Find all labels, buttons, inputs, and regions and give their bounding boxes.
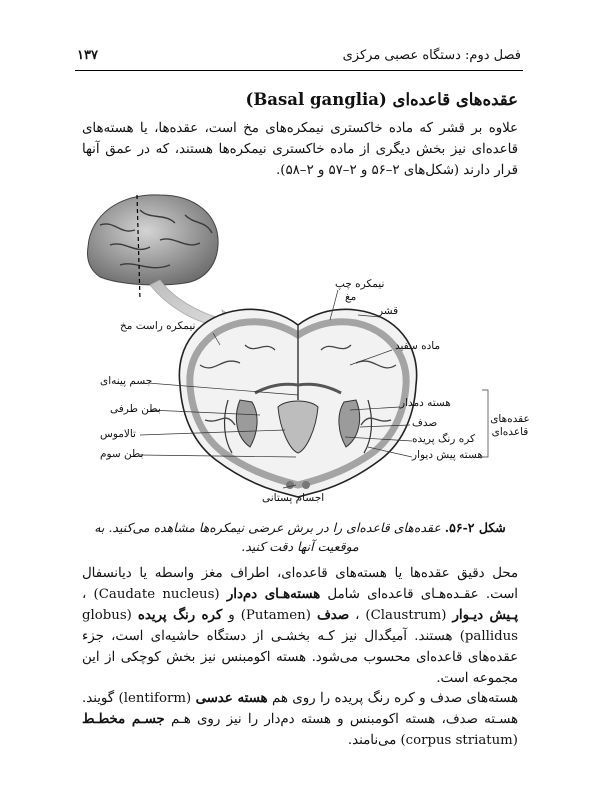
paragraph-lentiform — [82, 688, 518, 751]
label-thalamus: تالاموس — [100, 428, 136, 440]
brain-illustration — [0, 185, 598, 515]
brain-figure — [0, 185, 598, 515]
figure-caption — [82, 518, 518, 556]
label-brain: مغ — [345, 291, 357, 303]
p2-text-5: (globus pallidus) هستند. آمیگدال نیز کـه بخشـی از دستگاه حاشیه‌ای است، جزء عقده‌های قاعده‌ای محسوب می‌شود. هسته اکومبنس نیز بخش کوچکی از این مجموعه است. — [82, 608, 518, 686]
p2-bold-globus: کره رنگ پریده — [137, 608, 223, 623]
p3-bold-lentiform: هسته عدسی — [195, 691, 268, 706]
caption-number: شکل ۲-۵۶. — [444, 520, 506, 535]
label-caudate: هسته دمدار — [400, 397, 451, 409]
label-right-hemisphere: نیمکره راست مخ — [120, 320, 196, 332]
label-cortex: قشر — [378, 305, 399, 317]
label-lateral-ventricle: بطن طرفی — [110, 403, 161, 415]
label-mammillary: اجسام پستانی — [262, 492, 325, 504]
page-header — [75, 40, 523, 71]
p2-bold-caudate: هسته‌هـای دم‌دار — [226, 587, 321, 602]
label-basal-nuclei: عقده‌های قاعده‌ای — [490, 413, 530, 438]
label-white-matter: ماده سفید — [395, 340, 441, 352]
p2-text-3: (Claustrum) ، — [349, 608, 453, 623]
p3-text-2: (lentiform) گویند. هسـته صدف، هسته اکومبنس و هسته دم‌دار را نیز روی هـم — [82, 691, 519, 727]
chapter-title: فصل دوم: دستگاه عصبی مرکزی — [342, 48, 521, 63]
label-corpus-callosum: جسم پینه‌ای — [100, 375, 153, 387]
section-title: عقده‌های قاعده‌ای (Basal ganglia) — [245, 90, 518, 109]
p2-bold-claustrum: پـیش دیـوار — [452, 608, 519, 623]
p2-text-4: (Putamen) و — [222, 608, 317, 623]
p2-text-2: (Caudate nucleus) ، — [82, 587, 227, 602]
coronal-section — [179, 309, 416, 497]
p3-text-3: (corpus striatum) می‌نامند. — [347, 733, 518, 748]
label-left-hemisphere: نیمکره چپ — [335, 278, 385, 290]
p3-text-1: هسته‌های صدف و کره رنگ پریده را روی هم — [267, 691, 518, 706]
page-number: ۱۳۷ — [77, 48, 98, 63]
p2-bold-putamen: صدف — [316, 608, 350, 623]
label-putamen: صدف — [412, 417, 438, 429]
caption-text: عقده‌های قاعده‌ای را در برش عرضی نیمکره‌ها مشاهده می‌کنید. به موقعیت آنها دقت کنید. — [94, 520, 441, 554]
label-globus-pallidus: کره رنگ پریده — [412, 433, 476, 445]
p2-text-1: محل دقیق عقده‌ها یا هسته‌های قاعده‌ای، اطراف مغز واسطه یا دیانسفال است. عقـده‌هـای قاعده‌ای شامل — [82, 566, 518, 602]
label-third-ventricle: بطن سوم — [100, 448, 144, 460]
p3-bold-striatum: جسـم مخطـط — [82, 712, 165, 727]
paragraph-basal-nuclei — [82, 563, 518, 689]
paragraph-intro: علاوه بر قشر که ماده خاکستری نیمکره‌های مخ است، عقده‌ها، یا هسته‌های قاعده‌ای نیز بخش دیگری از ماده خاکستری نیمکره‌ها هستند، که در عمق آنها قرار دارند (شکل‌های ۲–۵۶ و ۲–۵۷ و ۲–۵۸). — [82, 121, 518, 178]
label-claustrum: هسته پیش دیوار — [412, 449, 483, 461]
